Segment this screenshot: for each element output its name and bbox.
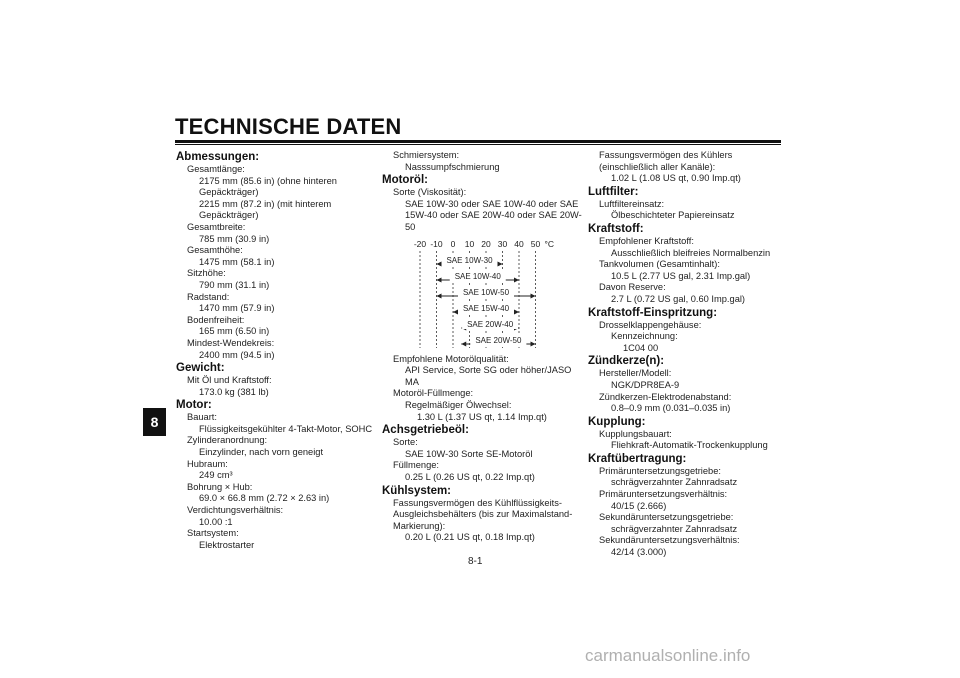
- spec-line: Startsystem:: [187, 528, 239, 539]
- spec-line: Primäruntersetzungsgetriebe:: [599, 465, 721, 476]
- grade-label: SAE 10W-30: [446, 255, 493, 265]
- grade-label: SAE 20W-50: [475, 335, 522, 345]
- spec-line: Sitzhöhe:: [187, 268, 226, 279]
- section-heading: Achsgetriebeöl:: [382, 424, 469, 437]
- arrow-right-icon: [531, 293, 536, 298]
- spec-line: Luftfiltereinsatz:: [599, 198, 665, 209]
- spec-line: 40/15 (2.666): [611, 500, 667, 511]
- spec-line: 0.25 L (0.26 US qt, 0.22 Imp.qt): [405, 471, 535, 482]
- spec-line: Kennzeichnung:: [611, 331, 678, 342]
- grade-label: SAE 20W-40: [467, 319, 514, 329]
- section-heading: Zündkerze(n):: [588, 355, 665, 368]
- spec-line: Tankvolumen (Gesamtinhalt):: [599, 259, 720, 270]
- spec-line: 173.0 kg (381 lb): [199, 386, 269, 397]
- spec-line: Fliehkraft-Automatik-Trockenkupplung: [611, 440, 768, 451]
- temp-label: -20: [413, 238, 427, 249]
- temp-label: 0: [450, 238, 456, 249]
- spec-line: 1.02 L (1.08 US qt, 0.90 Imp.qt): [611, 173, 741, 184]
- spec-line: Zylinderanordnung:: [187, 435, 268, 446]
- spec-line: Gepäckträger): [199, 210, 259, 221]
- temp-label: 20: [481, 238, 491, 249]
- spec-line: Ausgleichsbehälters (bis zur Maximalstand-: [393, 509, 573, 520]
- spec-line: 10.00 :1: [199, 516, 233, 527]
- spec-line: 69.0 × 66.8 mm (2.72 × 2.63 in): [199, 493, 330, 504]
- column-middle: [382, 150, 582, 544]
- spec-line: Fassungsvermögen des Kühlflüssigkeits-: [393, 497, 562, 508]
- spec-line: Ölbeschichteter Papiereinsatz: [611, 210, 735, 221]
- grade-label: SAE 10W-50: [462, 287, 510, 297]
- spec-line: Markierung):: [393, 520, 446, 531]
- arrow-left-icon: [461, 341, 466, 346]
- column-left: [176, 150, 376, 551]
- spec-line: Empfohlene Motorölqualität:: [393, 353, 509, 364]
- temp-unit: °C: [544, 238, 555, 249]
- spec-line: Davon Reserve:: [599, 282, 666, 293]
- page-number: 8-1: [468, 556, 483, 567]
- spec-line: 0.20 L (0.21 US qt, 0.18 Imp.qt): [405, 532, 535, 543]
- spec-line: Einzylinder, nach vorn geneigt: [199, 447, 324, 458]
- spec-line: 1C04 00: [623, 342, 659, 353]
- spec-line: 2.7 L (0.72 US gal, 0.60 Imp.gal): [611, 293, 746, 304]
- section-heading: Kraftstoff-Einspritzung:: [588, 306, 718, 319]
- spec-line: Drosselklappengehäuse:: [599, 319, 702, 330]
- temp-label: -10: [430, 238, 443, 249]
- spec-line: Gesamthöhe:: [187, 245, 243, 256]
- section-heading: Kraftübertragung:: [588, 452, 687, 465]
- spec-line: 2175 mm (85.6 in) (ohne hinteren: [199, 175, 337, 186]
- spec-line: 15W-40 oder SAE 20W-40 oder SAE 20W-: [405, 210, 582, 221]
- spec-line: Primäruntersetzungsverhältnis:: [599, 489, 728, 500]
- spec-line: Kupplungsbauart:: [599, 428, 672, 439]
- spec-line: NGK/DPR8EA-9: [611, 379, 680, 390]
- arrow-right-icon: [514, 309, 519, 314]
- section-heading: Motoröl:: [382, 174, 428, 187]
- spec-line: 165 mm (6.50 in): [199, 326, 270, 337]
- spec-line: Empfohlener Kraftstoff:: [599, 235, 694, 246]
- section-heading: Gewicht:: [176, 362, 225, 375]
- spec-line: 1.30 L (1.37 US qt, 1.14 Imp.qt): [417, 411, 547, 422]
- spec-line: Regelmäßiger Ölwechsel:: [405, 399, 512, 410]
- spec-line: Sorte (Viskosität):: [393, 187, 467, 198]
- temp-label: 50: [530, 238, 541, 249]
- title-rule-thin: [175, 144, 781, 145]
- spec-line: Bodenfreiheit:: [187, 314, 245, 325]
- spec-line: Mit Öl und Kraftstoff:: [187, 375, 272, 386]
- spec-line: 10.5 L (2.77 US gal, 2.31 Imp.gal): [611, 270, 751, 281]
- spec-line: Elektrostarter: [199, 539, 255, 550]
- spec-line: Zündkerzen-Elektrodenabstand:: [599, 391, 732, 402]
- spec-line: Mindest-Wendekreis:: [187, 337, 275, 348]
- title-rule-thick: [175, 140, 781, 143]
- temp-label: 30: [497, 238, 508, 249]
- arrow-right-icon: [531, 341, 536, 346]
- spec-line: Motoröl-Füllmenge:: [393, 388, 474, 399]
- section-heading: Kupplung:: [588, 415, 646, 428]
- arrow-left-icon: [437, 293, 442, 298]
- section-heading: Luftfilter:: [588, 185, 639, 198]
- section-heading: Motor:: [176, 399, 212, 412]
- spec-line: Sorte:: [393, 437, 418, 448]
- spec-line: Nasssumpfschmierung: [405, 161, 500, 172]
- arrow-left-icon: [437, 277, 442, 282]
- section-heading: Kraftstoff:: [588, 222, 644, 235]
- spec-line: Hersteller/Modell:: [599, 368, 672, 379]
- temp-label: 40: [514, 238, 524, 249]
- spec-line: 50: [405, 221, 416, 232]
- spec-line: Verdichtungsverhältnis:: [187, 505, 284, 516]
- spec-line: Bohrung × Hub:: [187, 481, 253, 492]
- grade-label: SAE 10W-40: [454, 271, 501, 281]
- spec-line: Fassungsvermögen des Kühlers: [599, 150, 733, 160]
- spec-line: Hubraum:: [187, 458, 228, 469]
- spec-line: Radstand:: [187, 291, 230, 302]
- spec-line: Schmiersystem:: [393, 150, 460, 160]
- arrow-left-icon: [453, 309, 458, 314]
- spec-line: 1475 mm (58.1 in): [199, 256, 275, 267]
- spec-line: Füllmenge:: [393, 460, 439, 471]
- spec-line: Gepäckträger): [199, 187, 259, 198]
- spec-line: Gesamtbreite:: [187, 221, 246, 232]
- section-heading: Abmessungen:: [176, 151, 260, 163]
- viscosity-chart: [396, 238, 566, 350]
- spec-line: 1470 mm (57.9 in): [199, 303, 275, 314]
- spec-line: Gesamtlänge:: [187, 164, 245, 174]
- column-right: [588, 150, 788, 559]
- spec-line: SAE 10W-30 Sorte SE-Motoröl: [405, 448, 533, 459]
- chapter-tab: 8: [143, 408, 166, 436]
- spec-line: 785 mm (30.9 in): [199, 233, 270, 244]
- spec-line: 249 cm³: [199, 470, 233, 481]
- spec-line: SAE 10W-30 oder SAE 10W-40 oder SAE: [405, 198, 579, 209]
- arrow-right-icon: [514, 277, 519, 282]
- arrow-left-icon: [437, 261, 442, 266]
- spec-line: Sekundäruntersetzungsgetriebe:: [599, 512, 734, 523]
- section-heading: Kühlsystem:: [382, 484, 452, 497]
- spec-line: schrägverzahnter Zahnradsatz: [611, 523, 738, 534]
- spec-line: Bauart:: [187, 412, 217, 423]
- spec-line: API Service, Sorte SG oder höher/JASO: [405, 365, 572, 376]
- spec-line: Sekundäruntersetzungsverhältnis:: [599, 535, 740, 546]
- spec-line: Ausschließlich bleifreies Normalbenzin: [611, 247, 771, 258]
- column-middle-bottom: [382, 354, 582, 544]
- temp-label: 10: [464, 238, 475, 249]
- arrow-right-icon: [498, 261, 503, 266]
- spec-line: Flüssigkeitsgekühlter 4-Takt-Motor, SOHC: [199, 423, 373, 434]
- column-middle-top: [382, 150, 582, 234]
- spec-line: 42/14 (3.000): [611, 547, 667, 558]
- spec-line: MA: [405, 376, 419, 387]
- spec-line: 2215 mm (87.2 in) (mit hinterem: [199, 198, 332, 209]
- spec-line: (einschließlich aller Kanäle):: [599, 161, 716, 172]
- spec-line: 0.8–0.9 mm (0.031–0.035 in): [611, 403, 731, 414]
- watermark: carmanualsonline.info: [585, 646, 751, 665]
- spec-line: schrägverzahnter Zahnradsatz: [611, 477, 738, 488]
- grade-label: SAE 15W-40: [462, 303, 510, 313]
- spec-line: 790 mm (31.1 in): [199, 279, 270, 290]
- page-title: TECHNISCHE DATEN: [175, 114, 402, 139]
- spec-line: 2400 mm (94.5 in): [199, 349, 275, 360]
